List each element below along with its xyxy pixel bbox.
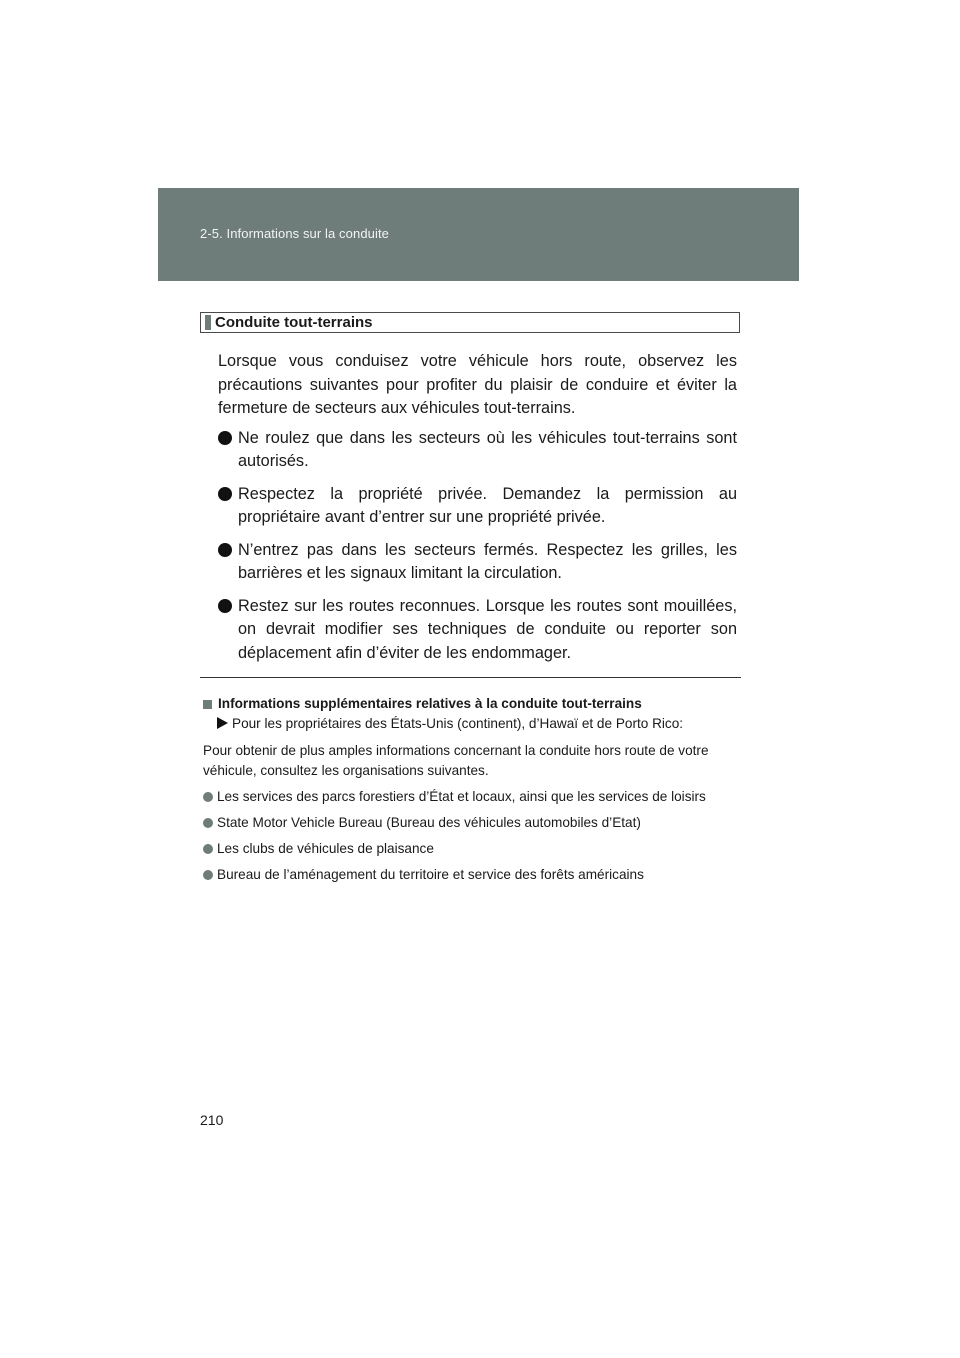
list-item-text: Bureau de l’aménagement du territoire et service des forêts américains [217,867,644,882]
list-item [218,427,737,474]
bullet-icon [218,431,232,445]
list-item [203,813,736,833]
list-item-text: Les services des parcs forestiers d’État et locaux, ainsi que les services de loisirs [217,789,706,804]
section-body [218,350,737,674]
owners-note-text: Pour les propriétaires des États-Unis (continent), d’Hawaï et de Porto Rico: [232,716,684,731]
section-heading [200,312,740,333]
list-item-text: Restez sur les routes reconnues. Lorsque les routes sont mouillées, on devrait modifier ses techniques de conduite ou reporter son déplacement afin d’éviter de les endommager. [238,596,737,662]
intro-paragraph: Lorsque vous conduisez votre véhicule hors route, observez les précautions suivantes pour profiter du plaisir de conduire et éviter la fermeture de secteurs aux véhicules tout-terrains. [218,352,737,417]
list-item [203,865,736,885]
info-section [203,694,736,885]
section-marker [205,315,211,330]
chapter-header [158,188,799,281]
list-item-text: Ne roulez que dans les secteurs où les véhicules tout-terrains sont autorisés. [238,428,737,470]
bullet-icon [203,844,213,854]
bullet-list [218,427,737,666]
breadcrumb: 2-5. Informations sur la conduite [200,226,390,241]
bullet-icon [203,870,213,880]
list-item-text: Les clubs de véhicules de plaisance [217,841,434,856]
divider [200,677,741,678]
info-paragraph: Pour obtenir de plus amples informations concernant la conduite hors route de votre véhicule, consultez les organisations suivantes. [203,743,709,778]
list-item [203,787,736,807]
square-icon [203,700,212,709]
info-heading [203,694,736,714]
list-item [203,839,736,859]
owners-note [203,714,736,734]
bullet-icon [203,818,213,828]
triangle-right-icon [217,717,228,729]
page-number: 210 [200,1112,224,1128]
bullet-icon [218,543,232,557]
bullet-icon [218,599,232,613]
list-item [218,483,737,530]
list-item [218,595,737,666]
list-item [218,539,737,586]
bullet-icon [203,792,213,802]
list-item-text: State Motor Vehicle Bureau (Bureau des véhicules automobiles d’Etat) [217,815,641,830]
bullet-icon [218,487,232,501]
list-item-text: N’entrez pas dans les secteurs fermés. Respectez les grilles, les barrières et les signaux limitant la circulation. [238,540,737,582]
info-title: Informations supplémentaires relatives à la conduite tout-terrains [218,696,642,711]
list-item-text: Respectez la propriété privée. Demandez la permission au propriétaire avant d’entrer sur une propriété privée. [238,484,737,526]
section-title: Conduite tout-terrains [215,314,373,331]
